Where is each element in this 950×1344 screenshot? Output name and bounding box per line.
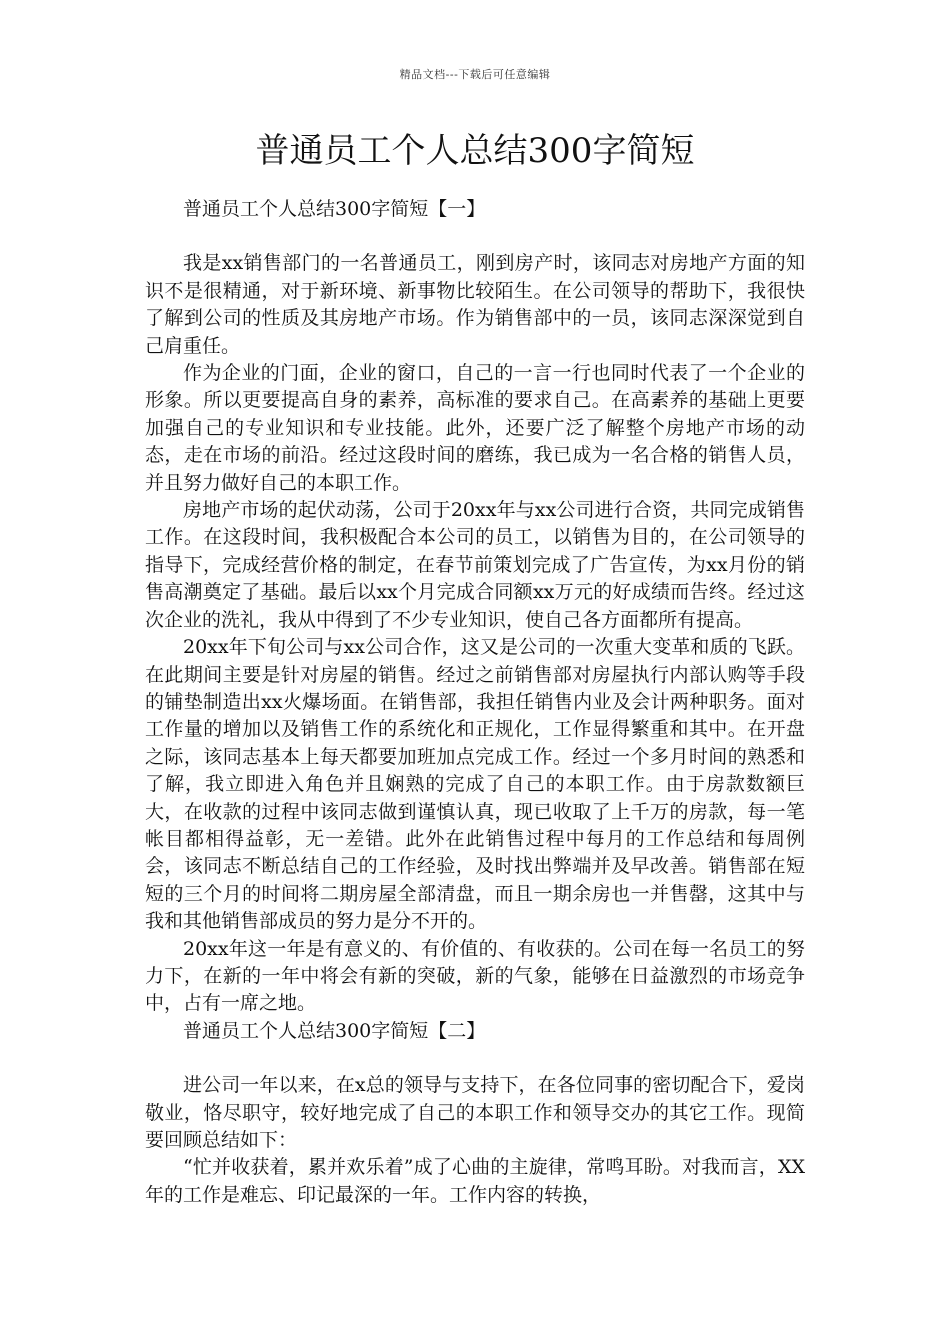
paragraph: 20xx年这一年是有意义的、有价值的、有收获的。公司在每一名员工的努力下，在新的一年中将会有新的突破，新的气象，能够在日益激烈的市场竞争中，占有一席之地。 bbox=[145, 937, 805, 1015]
section-heading-2: 普通员工个人总结300字简短【二】 bbox=[183, 1019, 486, 1042]
page-title: 普通员工个人总结300字简短 bbox=[255, 131, 695, 171]
paragraph: 我是xx销售部门的一名普通员工，刚到房产时，该同志对房地产方面的知识不是很精通，对于新环境、新事物比较陌生。在公司领导的帮助下，我很快了解到公司的性质及其房地产市场。作为销售部中的一员，该同志深深觉到自己肩重任。 bbox=[145, 252, 805, 357]
paragraph: 房地产市场的起伏动荡，公司于20xx年与xx公司进行合资，共同完成销售工作。在这段时间，我积极配合本公司的员工，以销售为目的，在公司领导的指导下，完成经营价格的制定，在春节前策划完成了广告宣传，为xx月份的销售高潮奠定了基础。最后以xx个月完成合同额xx万元的好成绩而告终。经过这次企业的洗礼，我从中得到了不少专业知识，使自己各方面都所有提高。 bbox=[145, 499, 805, 631]
paragraph: 20xx年下旬公司与xx公司合作，这又是公司的一次重大变革和质的飞跃。在此期间主要是针对房屋的销售。经过之前销售部对房屋执行内部认购等手段的铺垫制造出xx火爆场面。在销售部，我担任销售内业及会计两种职务。面对工作量的增加以及销售工作的系统化和正规化，工作显得繁重和其中。在开盘之际，该同志基本上每天都要加班加点完成工作。经过一个多月时间的熟悉和了解，我立即进入角色并且娴熟的完成了自己的本职工作。由于房款数额巨大，在收款的过程中该同志做到谨慎认真，现已收取了上千万的房款，每一笔帐目都相得益彰，无一差错。此外在此销售过程中每月的工作总结和每周例会，该同志不断总结自己的工作经验，及时找出弊端并及早改善。销售部在短短的三个月的时间将二期房屋全部清盘，而且一期余房也一并售罄，这其中与我和其他销售部成员的努力是分不开的。 bbox=[145, 636, 805, 933]
paragraph: 作为企业的门面，企业的窗口，自己的一言一行也同时代表了一个企业的形象。所以更要提高自身的素养，高标准的要求自己。在高素养的基础上更要加强自己的专业知识和专业技能。此外，还要广泛了解整个房地产市场的动态，走在市场的前沿。经过这段时间的磨练，我已成为一名合格的销售人员，并且努力做好自己的本职工作。 bbox=[145, 362, 805, 494]
header-note: 精品文档---下载后可任意编辑 bbox=[399, 68, 551, 81]
document-body bbox=[145, 196, 805, 1209]
section-heading-1: 普通员工个人总结300字简短【一】 bbox=[183, 198, 486, 220]
paragraph: 进公司一年以来，在x总的领导与支持下，在各位同事的密切配合下，爱岗敬业，恪尽职守，较好地完成了自己的本职工作和领导交办的其它工作。现简要回顾总结如下： bbox=[145, 1074, 805, 1151]
paragraph: “忙并收获着，累并欢乐着”成了心曲的主旋律，常鸣耳盼。对我而言，XX年的工作是难忘、印记最深的一年。工作内容的转换， bbox=[145, 1156, 805, 1206]
